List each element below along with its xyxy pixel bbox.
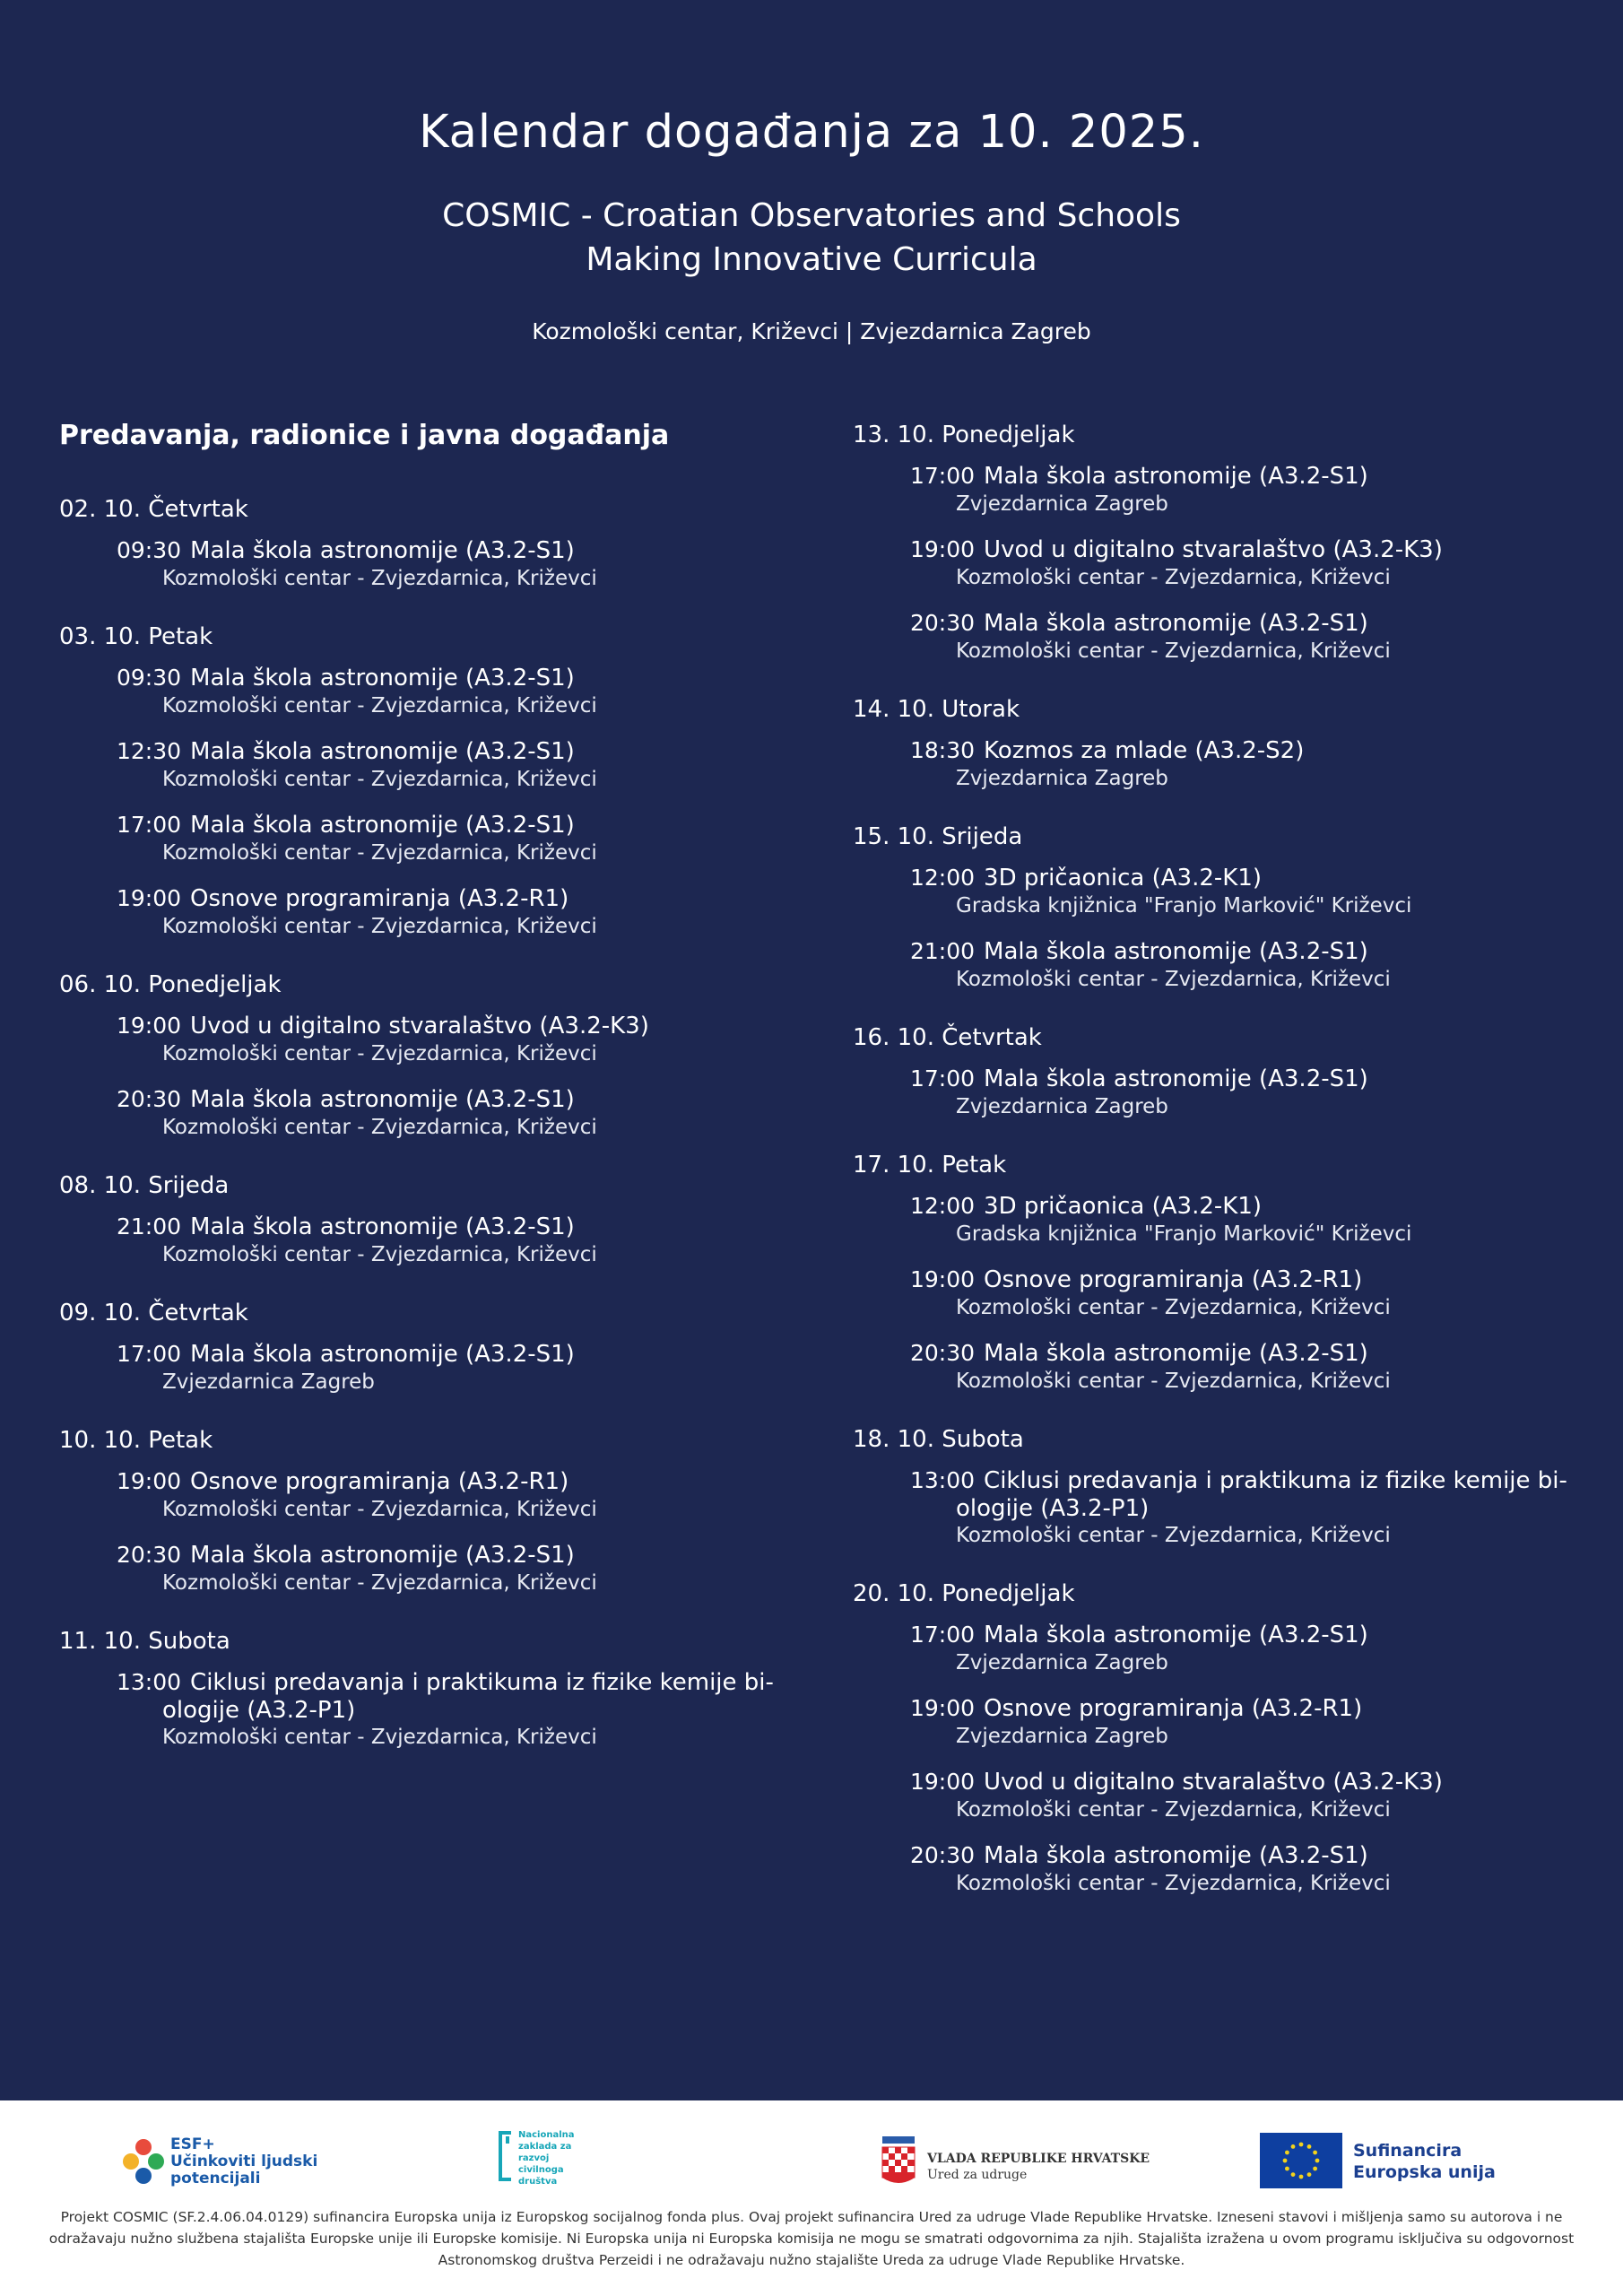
day-label: 17. 10. Petak [853, 1152, 1007, 1178]
nz-line-5: društva [518, 2177, 558, 2187]
event-time: 13:00 [910, 1467, 976, 1493]
event-time: 12:00 [910, 865, 976, 891]
event-title: Ciklusi predavanja i praktikuma iz fizike kemije bi- [190, 1669, 774, 1696]
event-time: 17:00 [910, 1065, 976, 1091]
event-location: Gradska knjižnica "Franjo Marković" Križevci [956, 894, 1412, 918]
footer [0, 2100, 1623, 2296]
eu-line-2: Europska unija [1353, 2162, 1496, 2182]
event-title: 3D pričaonica (A3.2-K1) [984, 1193, 1263, 1220]
event-title: Mala škola astronomije (A3.2-S1) [984, 463, 1368, 490]
event-time: 18:30 [910, 737, 976, 763]
event-item [117, 1085, 794, 1142]
day-label: 06. 10. Ponedjeljak [59, 971, 282, 998]
esf-line-1: ESF+ [170, 2135, 215, 2153]
event-line [117, 1541, 794, 1570]
event-title: Mala škola astronomije (A3.2-S1) [984, 1842, 1368, 1869]
event-title: Mala škola astronomije (A3.2-S1) [190, 665, 575, 691]
nz-line-1: Nacionalna [518, 2130, 575, 2140]
event-line [117, 1012, 794, 1040]
day-group [853, 1580, 1588, 1898]
event-title: Mala škola astronomije (A3.2-S1) [984, 938, 1368, 965]
event-item [117, 1213, 794, 1269]
nz-line-2: zaklada za [518, 2142, 572, 2152]
event-line [117, 884, 794, 913]
event-location: Kozmološki centar - Zvjezdarnica, Križevci [956, 1872, 1391, 1895]
eu-logo [1260, 2118, 1529, 2208]
event-item [117, 884, 794, 941]
vlada-logo [879, 2118, 1166, 2208]
event-time: 20:30 [117, 1542, 182, 1568]
event-item [910, 535, 1588, 592]
bracket-icon [495, 2129, 516, 2183]
schedule-column-left [59, 420, 794, 1782]
day-label: 10. 10. Petak [59, 1427, 213, 1454]
event-time: 21:00 [910, 938, 976, 964]
event-line [910, 1339, 1588, 1368]
event-item [910, 937, 1588, 994]
day-group [59, 1427, 794, 1597]
day-group [853, 1152, 1588, 1396]
event-location: Kozmološki centar - Zvjezdarnica, Križevci [956, 639, 1391, 663]
event-line [117, 1668, 794, 1697]
locations: Kozmološki centar, Križevci | Zvjezdarnica Zagreb [532, 318, 1091, 344]
event-title: Kozmos za mlade (A3.2-S2) [984, 737, 1305, 764]
event-time: 19:00 [117, 1468, 182, 1494]
day-group [853, 696, 1588, 793]
event-time: 17:00 [117, 812, 182, 838]
event-item [910, 1621, 1588, 1677]
event-location: Zvjezdarnica Zagreb [956, 1651, 1168, 1674]
eu-flag-icon [1260, 2133, 1342, 2188]
vlada-line-2: Ured za udruge [927, 2168, 1028, 2182]
day-label: 08. 10. Srijeda [59, 1172, 230, 1199]
event-location: Zvjezdarnica Zagreb [956, 767, 1168, 790]
eu-text [1353, 2140, 1496, 2183]
subtitle-line-2: Making Innovative Curricula [586, 241, 1037, 278]
event-location: Kozmološki centar - Zvjezdarnica, Križevci [956, 566, 1391, 589]
event-location: Zvjezdarnica Zagreb [162, 1370, 375, 1394]
event-time: 19:00 [910, 1769, 976, 1795]
event-item [910, 1265, 1588, 1322]
event-line [117, 1340, 794, 1369]
event-line [117, 811, 794, 839]
event-line [910, 1694, 1588, 1723]
event-line [117, 536, 794, 565]
event-title: Uvod u digitalno stvaralaštvo (A3.2-K3) [984, 1769, 1443, 1796]
event-item [910, 1466, 1588, 1550]
day-label: 20. 10. Ponedjeljak [853, 1580, 1075, 1607]
event-item [910, 1694, 1588, 1751]
day-group [59, 1172, 794, 1269]
event-line [910, 1621, 1588, 1649]
event-location: Kozmološki centar - Zvjezdarnica, Križevci [956, 1798, 1391, 1822]
esf-line-2: Učinkoviti ljudski [170, 2152, 318, 2170]
event-line [910, 937, 1588, 966]
event-title: Mala škola astronomije (A3.2-S1) [984, 610, 1368, 637]
event-line [117, 1213, 794, 1241]
event-time: 17:00 [910, 463, 976, 489]
event-title: Mala škola astronomije (A3.2-S1) [190, 1213, 575, 1240]
event-item [117, 1340, 794, 1396]
event-time: 19:00 [117, 885, 182, 911]
event-line [910, 1192, 1588, 1221]
event-title: Osnove programiranja (A3.2-R1) [984, 1695, 1363, 1722]
nzrcd-text [518, 2129, 575, 2187]
event-location: Kozmološki centar - Zvjezdarnica, Križevci [162, 567, 597, 590]
day-group [59, 1300, 794, 1396]
event-title: Osnove programiranja (A3.2-R1) [190, 1468, 569, 1495]
vlada-line-1: VLADA REPUBLIKE HRVATSKE [927, 2152, 1150, 2166]
event-location: Zvjezdarnica Zagreb [956, 1095, 1168, 1118]
event-line [910, 864, 1588, 892]
event-location: Zvjezdarnica Zagreb [956, 492, 1168, 516]
event-time: 20:30 [117, 1086, 182, 1112]
event-location: Zvjezdarnica Zagreb [956, 1725, 1168, 1748]
event-time: 09:30 [117, 537, 182, 563]
event-title: Mala škola astronomije (A3.2-S1) [190, 812, 575, 839]
event-location: Kozmološki centar - Zvjezdarnica, Križevci [162, 694, 597, 718]
event-line [117, 1085, 794, 1114]
event-time: 20:30 [910, 1340, 976, 1366]
page-title: Kalendar događanja za 10. 2025. [419, 106, 1204, 159]
event-location: Kozmološki centar - Zvjezdarnica, Križevci [162, 1116, 597, 1139]
day-label: 03. 10. Petak [59, 623, 213, 650]
event-line [910, 1466, 1588, 1495]
event-title: 3D pričaonica (A3.2-K1) [984, 865, 1263, 891]
eu-line-1: Sufinancira [1353, 2141, 1462, 2161]
event-title: Osnove programiranja (A3.2-R1) [984, 1266, 1363, 1293]
event-time: 19:00 [117, 1013, 182, 1039]
event-line [910, 736, 1588, 765]
nzrcd-logo [495, 2118, 621, 2208]
event-line [117, 664, 794, 692]
event-time: 12:00 [910, 1193, 976, 1219]
event-item [910, 864, 1588, 920]
event-title: Mala škola astronomije (A3.2-S1) [190, 738, 575, 765]
event-location: Kozmološki centar - Zvjezdarnica, Križevci [162, 1243, 597, 1266]
event-time: 09:30 [117, 665, 182, 691]
disclaimer: Projekt COSMIC (SF.2.4.06.04.0129) sufinancira Europska unija iz Europskog socijalnog fonda plus. Ovaj projekt sufinancira Ured za udruge Vlade Republike Hrvatske. Izneseni stavovi i mišljenja samo su autorova i ne odražavaju nužno službena stajališta Europske unije ili Europske komisije. Ni Europska unija ni Europska komisija ne mogu se smatrati odgovornima za njih. Stajališta izražena u ovom programu isključiva su odgovornost Astronomskog društva Perzeidi i ne odražavaju nužno stajalište Ureda za udruge Vlade Republike Hrvatske. [48, 2209, 1575, 2268]
day-label: 14. 10. Utorak [853, 696, 1020, 723]
subtitle [0, 194, 1623, 282]
event-item [117, 1012, 794, 1068]
event-line [117, 1467, 794, 1496]
day-group [853, 422, 1588, 665]
day-label: 16. 10. Četvrtak [853, 1024, 1042, 1051]
day-label: 18. 10. Subota [853, 1426, 1024, 1453]
vlada-text [927, 2151, 1150, 2183]
day-group [59, 496, 794, 593]
event-location: Kozmološki centar - Zvjezdarnica, Križevci [956, 1524, 1391, 1547]
event-item [117, 664, 794, 720]
event-line [910, 1265, 1588, 1294]
event-item [910, 609, 1588, 665]
day-group [59, 1628, 794, 1752]
event-line [910, 535, 1588, 564]
event-line [910, 609, 1588, 638]
event-line [117, 737, 794, 766]
event-title: Mala škola astronomije (A3.2-S1) [190, 1341, 575, 1368]
event-item [910, 1192, 1588, 1248]
event-location: Kozmološki centar - Zvjezdarnica, Križevci [162, 1042, 597, 1065]
day-label: 15. 10. Srijeda [853, 823, 1023, 850]
event-title: Uvod u digitalno stvaralaštvo (A3.2-K3) [984, 536, 1443, 563]
event-line [910, 1768, 1588, 1796]
croatian-coat-of-arms-icon [879, 2135, 918, 2192]
event-title-continued: ologije (A3.2-P1) [162, 1697, 356, 1724]
day-group [59, 971, 794, 1142]
event-location: Kozmološki centar - Zvjezdarnica, Križevci [162, 1571, 597, 1595]
event-item [117, 1668, 794, 1752]
esf-text [170, 2136, 317, 2187]
day-label: 13. 10. Ponedjeljak [853, 422, 1075, 448]
esf-flower-icon [117, 2135, 170, 2197]
logo-strip [0, 2118, 1623, 2208]
esf-line-3: potencijali [170, 2170, 261, 2187]
event-line [910, 1841, 1588, 1870]
event-title: Mala škola astronomije (A3.2-S1) [190, 1542, 575, 1569]
event-title: Ciklusi predavanja i praktikuma iz fizike kemije bi- [984, 1467, 1567, 1494]
day-group [59, 623, 794, 941]
day-group [853, 823, 1588, 994]
esf-logo [117, 2118, 350, 2208]
event-title: Mala škola astronomije (A3.2-S1) [190, 537, 575, 564]
event-location: Gradska knjižnica "Franjo Marković" Križevci [956, 1222, 1412, 1246]
day-label: 09. 10. Četvrtak [59, 1300, 248, 1326]
event-item [117, 737, 794, 794]
schedule-column-right [853, 422, 1588, 1928]
event-title-continued: ologije (A3.2-P1) [956, 1495, 1150, 1522]
event-title: Uvod u digitalno stvaralaštvo (A3.2-K3) [190, 1013, 649, 1039]
event-time: 17:00 [117, 1341, 182, 1367]
event-item [910, 1339, 1588, 1396]
event-time: 17:00 [910, 1622, 976, 1648]
event-time: 20:30 [910, 1842, 976, 1868]
nz-line-4: civilnoga [518, 2165, 564, 2175]
day-label: 02. 10. Četvrtak [59, 496, 248, 523]
event-time: 19:00 [910, 1695, 976, 1721]
event-location: Kozmološki centar - Zvjezdarnica, Križevci [162, 1498, 597, 1521]
event-item [117, 811, 794, 867]
event-title: Mala škola astronomije (A3.2-S1) [190, 1086, 575, 1113]
event-line [910, 1065, 1588, 1093]
event-location: Kozmološki centar - Zvjezdarnica, Križevci [162, 1726, 597, 1749]
event-time: 19:00 [910, 536, 976, 562]
day-group [853, 1426, 1588, 1550]
event-time: 13:00 [117, 1669, 182, 1695]
section-heading: Predavanja, radionice i javna događanja [59, 420, 670, 451]
event-time: 21:00 [117, 1213, 182, 1239]
event-title: Osnove programiranja (A3.2-R1) [190, 885, 569, 912]
event-item [910, 1768, 1588, 1824]
event-item [117, 536, 794, 593]
event-time: 20:30 [910, 610, 976, 636]
event-location: Kozmološki centar - Zvjezdarnica, Križevci [956, 1370, 1391, 1393]
event-location: Kozmološki centar - Zvjezdarnica, Križevci [956, 1296, 1391, 1319]
event-location: Kozmološki centar - Zvjezdarnica, Križevci [162, 768, 597, 791]
nz-line-3: razvoj [518, 2153, 550, 2163]
event-location: Kozmološki centar - Zvjezdarnica, Križevci [162, 915, 597, 938]
day-label: 11. 10. Subota [59, 1628, 230, 1655]
event-item [910, 736, 1588, 793]
event-title: Mala škola astronomije (A3.2-S1) [984, 1622, 1368, 1648]
event-item [117, 1467, 794, 1524]
event-item [117, 1541, 794, 1597]
event-item [910, 462, 1588, 518]
event-title: Mala škola astronomije (A3.2-S1) [984, 1065, 1368, 1092]
event-title: Mala škola astronomije (A3.2-S1) [984, 1340, 1368, 1367]
event-time: 12:30 [117, 738, 182, 764]
event-location: Kozmološki centar - Zvjezdarnica, Križevci [956, 968, 1391, 991]
event-line [910, 462, 1588, 491]
subtitle-line-1: COSMIC - Croatian Observatories and Schools [442, 197, 1181, 234]
day-group [853, 1024, 1588, 1121]
event-time: 19:00 [910, 1266, 976, 1292]
event-item [910, 1065, 1588, 1121]
event-location: Kozmološki centar - Zvjezdarnica, Križevci [162, 841, 597, 865]
event-item [910, 1841, 1588, 1898]
